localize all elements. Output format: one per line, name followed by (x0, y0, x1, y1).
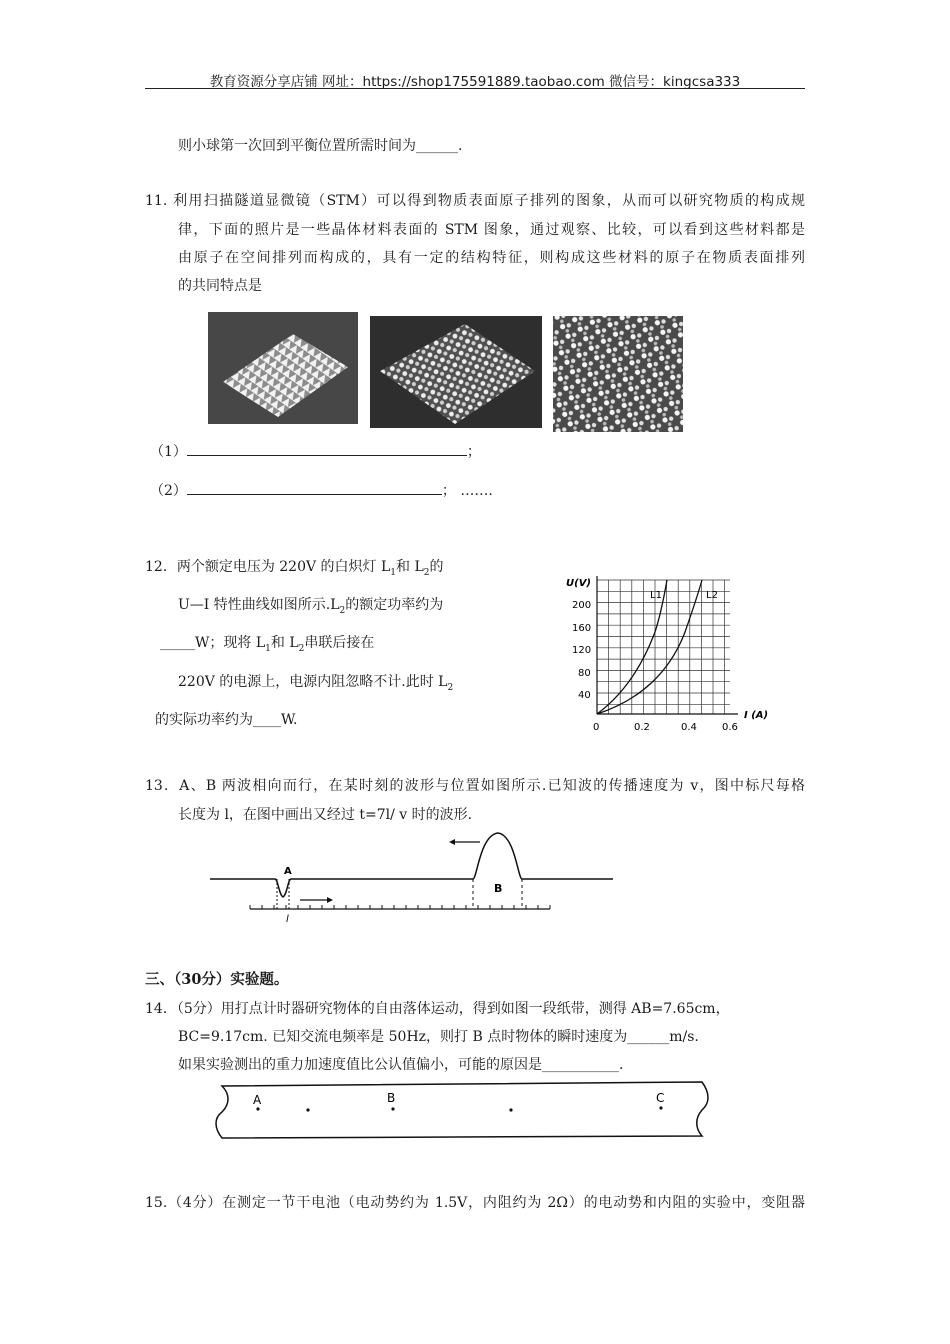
q12-sub1: 1 (390, 567, 397, 578)
q12-line5: 的实际功率约为____W. (155, 712, 298, 728)
q11-answer1-end: ； (466, 444, 481, 460)
scale-l-label: l (286, 914, 289, 925)
q14-line1: 14．（5分）用打点计时器研究物体的自由落体运动，得到如图一段纸带，测得 AB=7.65cm， (145, 1001, 730, 1017)
q11-answer1-label: （1） (150, 444, 187, 460)
y-tick-80: 80 (578, 668, 591, 679)
q12-line2-sub: 2 (339, 605, 346, 616)
q11-line1: 11. 利用扫描隧道显微镜（STM）可以得到物质表面原子排列的图象，从而可以研究物质的构成规 (145, 193, 805, 209)
pulse-a-label: A (284, 866, 292, 877)
q12-line1-a: 12．两个额定电压为 220V 的白炽灯 L (145, 559, 391, 575)
q12-ui-graph (560, 572, 790, 737)
q12-line2 (178, 594, 443, 616)
y-axis-label: U(V) (566, 578, 591, 589)
q11-answer2 (150, 480, 493, 500)
y-tick-120: 120 (572, 645, 592, 656)
x-tick-0.6: 0.6 (722, 722, 738, 733)
q12-line4 (178, 671, 453, 693)
q12-line3-sub2: 2 (298, 643, 305, 654)
stm-image-3-graphic (553, 316, 683, 432)
y-tick-40: 40 (578, 690, 591, 701)
tape-dot-a (256, 1107, 259, 1110)
q14-paper-tape (210, 1078, 715, 1143)
q12-line1-c: 的 (429, 559, 444, 575)
q11-line2: 律，下面的照片是一些晶体材料表面的 STM 图象，通过观察、比较，可以看到这些材料都是 (178, 222, 805, 238)
stm-image-1 (208, 312, 358, 424)
tape-label-b: B (387, 1091, 396, 1105)
pulse-b-label: B (494, 882, 503, 895)
arrow-b-head (449, 839, 455, 845)
arrow-a-head (327, 897, 333, 903)
tape-label-c: C (656, 1091, 665, 1105)
q12-line1 (145, 556, 444, 578)
q12-line3-a: _____W；现将 L (160, 635, 266, 651)
q12-line4-sub: 2 (447, 682, 454, 693)
q11-line3: 由原子在空间排列而构成的，具有一定的结构特征，则构成这些材料的原子在物质表面排列 (178, 250, 805, 266)
q11-answer1-blank[interactable] (187, 442, 467, 456)
stm-image-2 (370, 316, 542, 428)
q12-line3-sub1: 1 (265, 643, 271, 654)
q11-line4: 的共同特点是 (178, 278, 262, 294)
curve-l1-label: L1 (650, 590, 662, 601)
tape-outline (216, 1082, 708, 1138)
q13-line2: 长度为 l，在图中画出又经过 t=7l/ v 时的波形. (178, 807, 473, 823)
q12-line3-b: 和 L (270, 635, 299, 651)
tape-label-a: A (253, 1093, 262, 1107)
section3-title: 三、（30分）实验题。 (145, 971, 289, 988)
tape-dot-c (659, 1106, 662, 1109)
q14-line3: 如果实验测出的重力加速度值比公认值偏小，可能的原因是___________. (178, 1057, 624, 1073)
q12-line4-a: 220V 的电源上，电源内阻忽略不计.此时 L (178, 674, 448, 690)
tape-dot-2 (509, 1108, 512, 1111)
q11-answer1 (150, 441, 481, 461)
q11-answer2-blank[interactable] (187, 481, 442, 495)
curve-l2-label: L2 (706, 590, 718, 601)
q13-line1: 13．A、B 两波相向而行，在某时刻的波形与位置如图所示.已知波的传播速度为 v，图中标尺每格 (145, 778, 805, 794)
tape-dot-1 (306, 1108, 309, 1111)
stm-image-3 (553, 316, 683, 432)
q15-line1: 15.（4分）在测定一节干电池（电动势约为 1.5V，内阻约为 2Ω）的电动势和内阻的实验中，变阻器 (145, 1195, 805, 1211)
q12-line2-b: 的额定功率约为 (345, 597, 444, 613)
q12-line1-b: 和 L (396, 559, 424, 575)
x-tick-0: 0 (593, 722, 600, 733)
q12-line3 (160, 632, 374, 654)
x-tick-0.2: 0.2 (634, 722, 650, 733)
q10-tail: 则小球第一次回到平衡位置所需时间为______. (178, 138, 463, 154)
q12-line3-c: 串联后接在 (304, 635, 375, 651)
q12-sub2: 2 (423, 567, 430, 578)
x-axis-label: I (A) (744, 710, 769, 721)
q11-answer2-label: （2） (150, 483, 187, 499)
stm-image-1-graphic (208, 312, 358, 424)
page-header: 教育资源分享店铺 网址：https://shop175591889.taobao.com 微信号：kingcsa333 (209, 74, 741, 90)
header-divider (145, 88, 805, 89)
q14-line2: BC=9.17cm. 已知交流电频率是 50Hz，则打 B 点时物体的瞬时速度为______m/s. (178, 1029, 699, 1045)
stm-image-2-graphic (370, 316, 542, 428)
y-tick-200: 200 (572, 600, 592, 611)
q12-line2-a: U—I 特性曲线如图所示.L (178, 597, 340, 613)
wave-line (210, 833, 613, 897)
q13-wave-diagram (205, 825, 620, 925)
tape-dot-b (391, 1107, 394, 1110)
q11-answer2-end: ； ……. (441, 483, 493, 499)
y-tick-160: 160 (572, 623, 592, 634)
x-tick-0.4: 0.4 (681, 722, 697, 733)
